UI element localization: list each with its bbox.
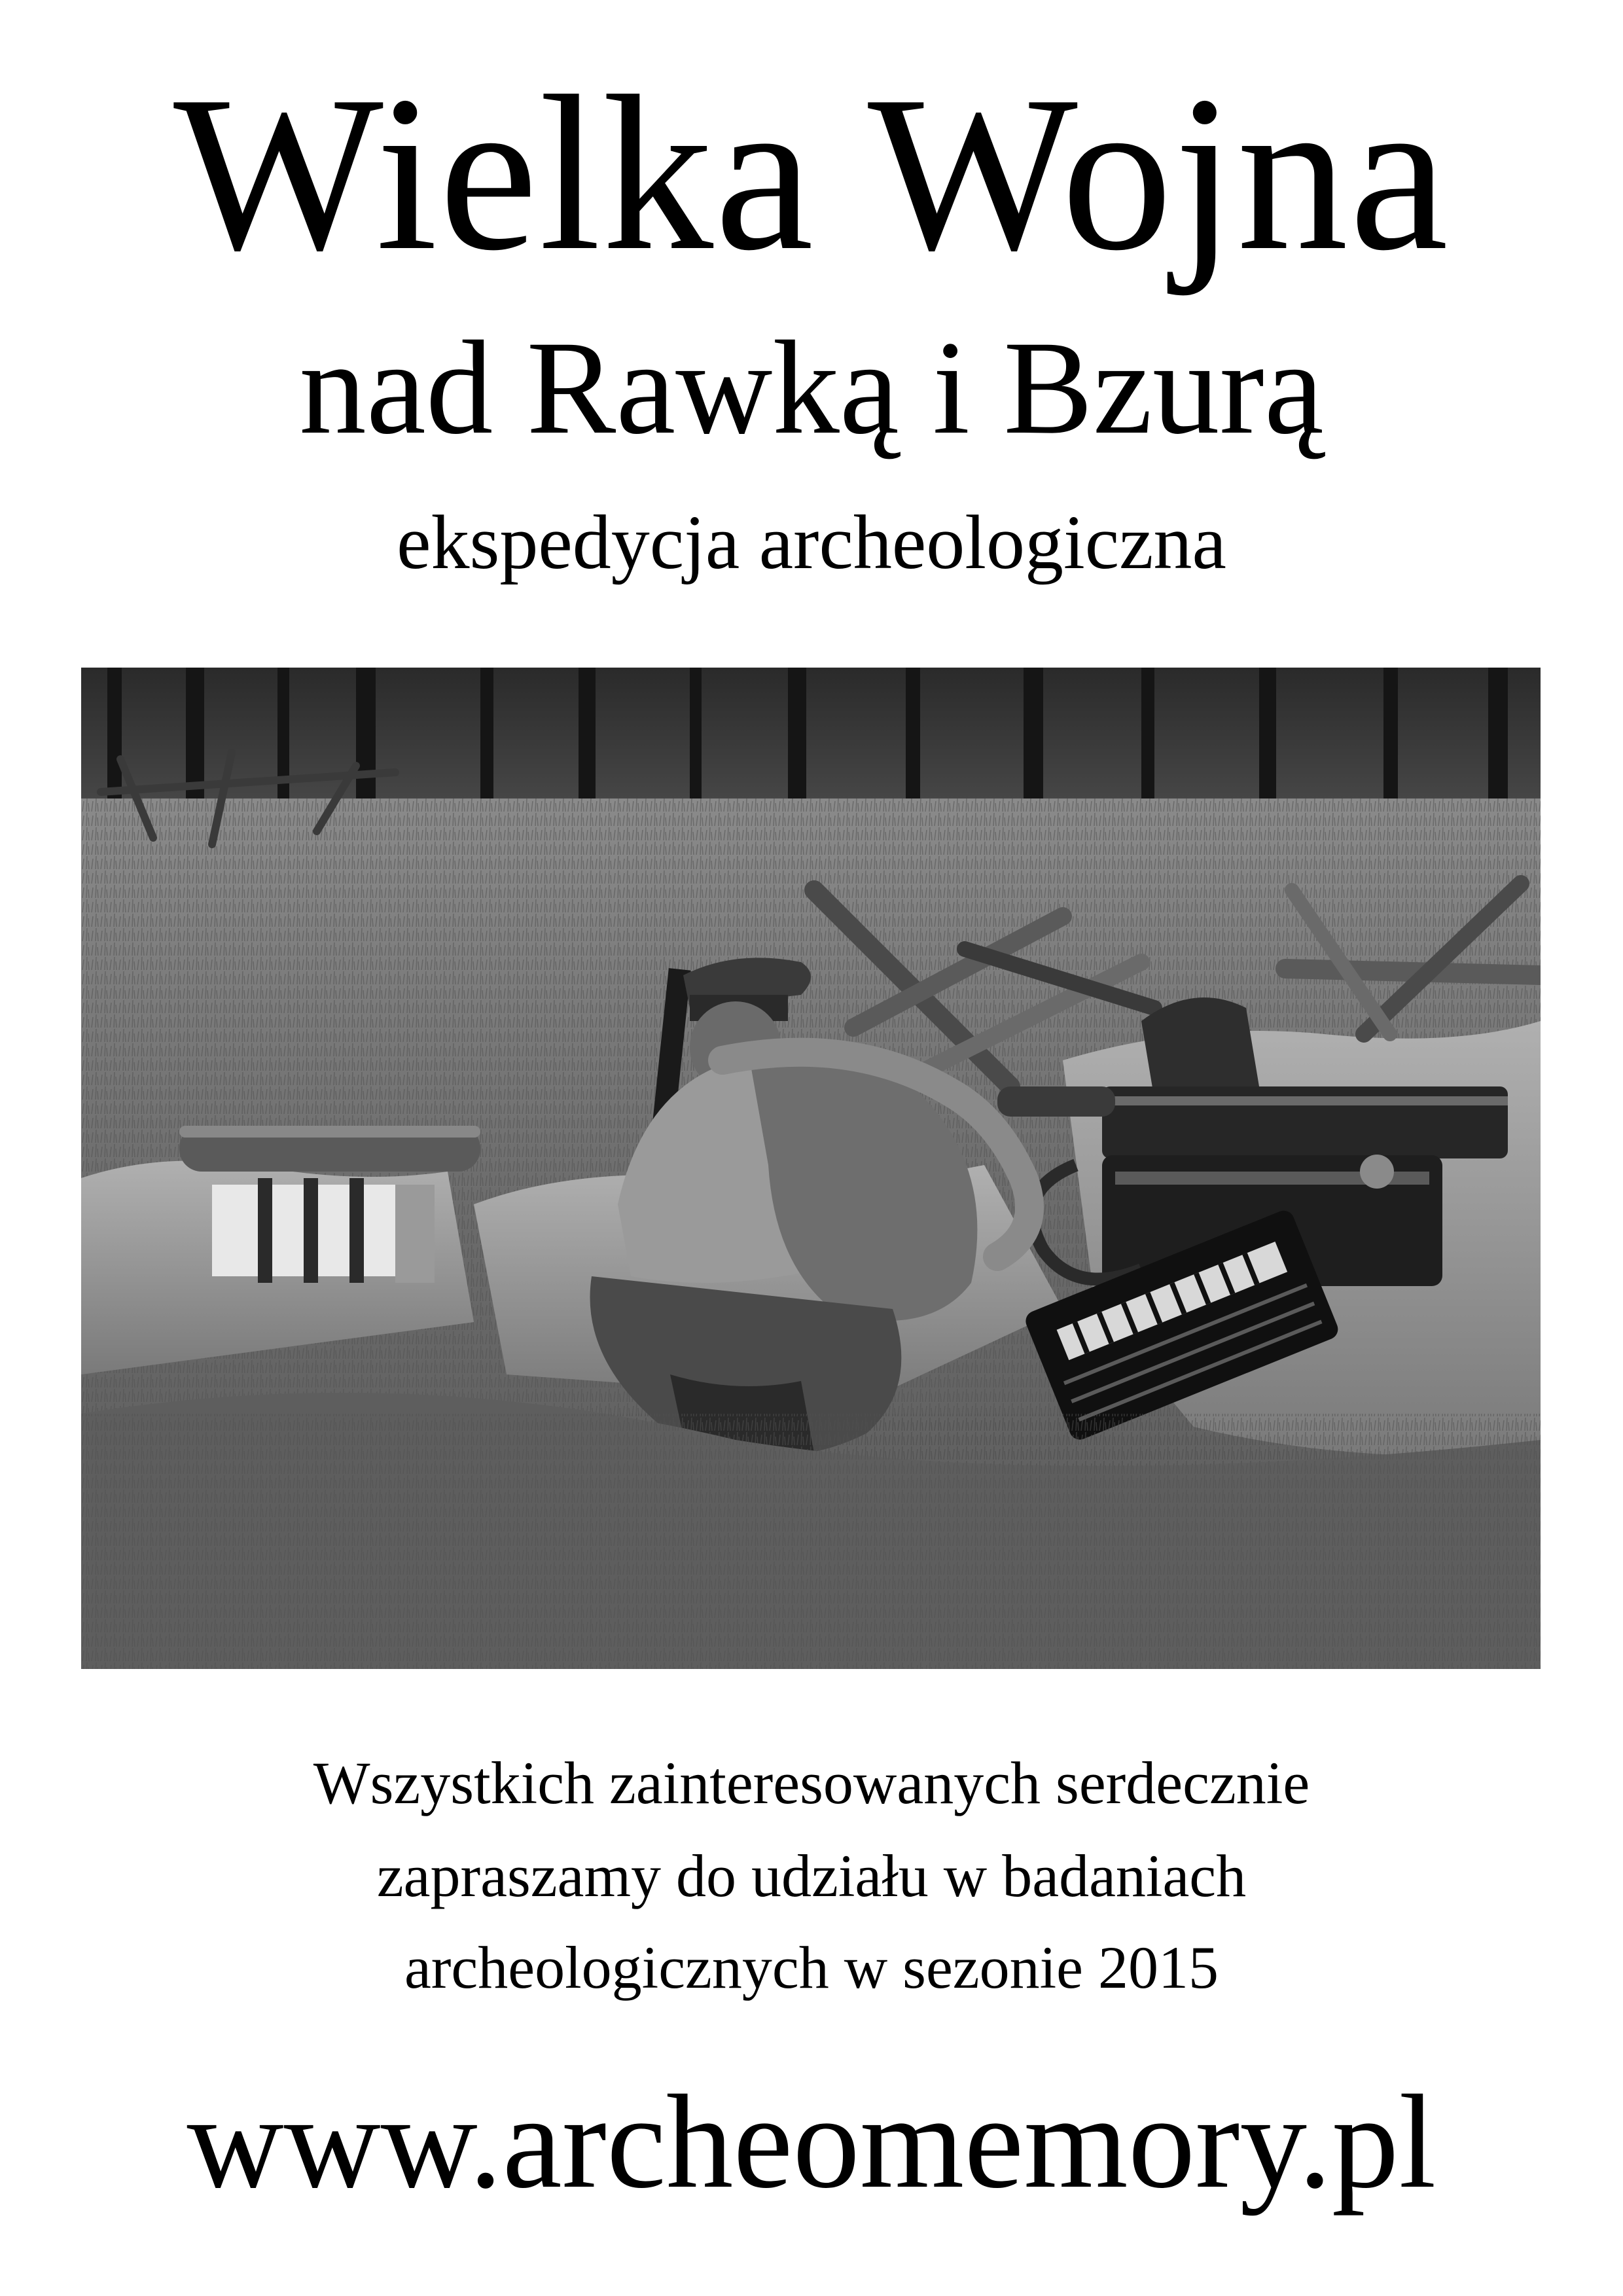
- poster-subtitle: nad Rawką i Bzurą: [299, 314, 1324, 462]
- forest-background: [81, 668, 1541, 818]
- poster-title: Wielka Wojna: [173, 50, 1450, 296]
- photo-illustration: [81, 668, 1541, 1669]
- invitation-line-1: Wszystkich zainteresowanych serdecznie: [313, 1749, 1310, 1816]
- poster-tagline: ekspedycja archeologiczna: [397, 499, 1226, 585]
- invitation-line-3: archeologicznych w sezonie 2015: [404, 1934, 1219, 2001]
- soldier-in-trench-photo: [81, 668, 1541, 1669]
- invitation-line-2: zapraszamy do udziału w badaniach: [376, 1842, 1247, 1909]
- website-link[interactable]: www.archeomemory.pl: [187, 2068, 1436, 2216]
